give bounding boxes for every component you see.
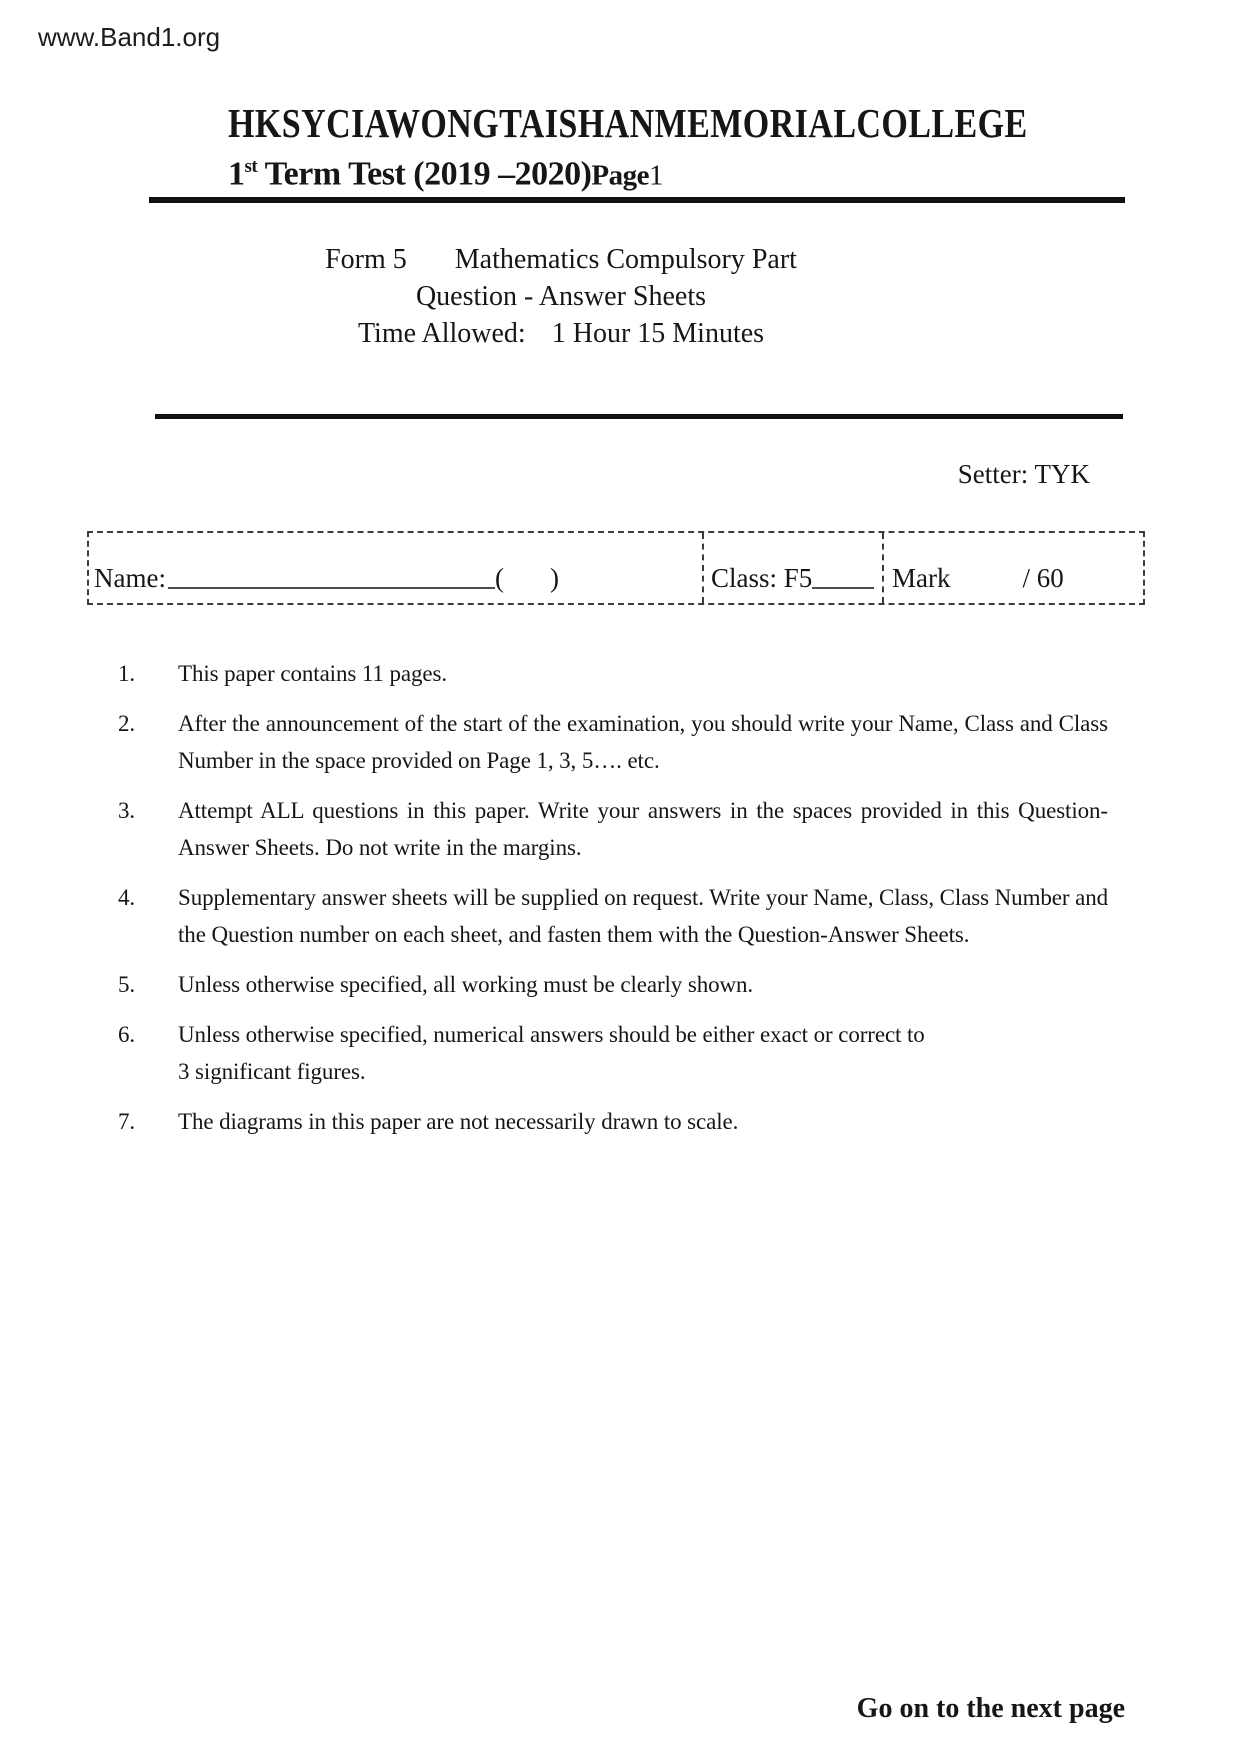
footer-next-page: Go on to the next page: [856, 1693, 1125, 1724]
time-allowed-value: 1 Hour 15 Minutes: [551, 318, 765, 349]
instruction-item: [118, 1016, 1108, 1090]
instruction-number: 6.: [118, 1022, 136, 1047]
mark-cell: [882, 533, 1143, 603]
class-number-paren-close: ): [550, 563, 559, 593]
instruction-text: The diagrams in this paper are not necessarily drawn to scale.: [178, 1109, 739, 1134]
class-write-line: [812, 585, 874, 589]
instructions-list: [118, 655, 1108, 1153]
instruction-number: 7.: [118, 1109, 136, 1134]
form-subject-line: [0, 241, 1122, 278]
class-number-paren-open: (: [495, 563, 504, 593]
class-cell: [702, 533, 882, 603]
instruction-item: [118, 1103, 1108, 1140]
instruction-text: Unless otherwise specified, numerical answers should be either exact or correct to 3 significant figures.: [178, 1022, 925, 1084]
instruction-item: [118, 655, 1108, 692]
exam-info-block: [0, 241, 1122, 352]
page-word: Page: [591, 159, 650, 192]
instruction-item: [118, 792, 1108, 866]
instruction-number: 5.: [118, 972, 136, 997]
mark-total: / 60: [1022, 563, 1064, 593]
instruction-text: Supplementary answer sheets will be supplied on request. Write your Name, Class, Class Number and the Question number on each sheet, and fasten them with the Question-Answer Sheets.: [178, 885, 1108, 947]
instruction-number: 1.: [118, 661, 136, 686]
subject-label: Mathematics Compulsory Part: [454, 244, 797, 275]
test-title: [228, 146, 1191, 196]
instruction-item: [118, 879, 1108, 953]
instruction-text: Unless otherwise specified, all working must be clearly shown.: [178, 972, 754, 997]
school-name: HKSYCIAWONGTAISHANMEMORIALCOLLEGE: [228, 100, 1028, 146]
header-rule: [149, 197, 1125, 203]
instruction-text: This paper contains 11 pages.: [178, 661, 447, 686]
name-write-line: [168, 585, 495, 589]
instruction-number: 2.: [118, 711, 136, 736]
instruction-text: Attempt ALL questions in this paper. Write your answers in the spaces provided in this Question- Answer Sheets. Do not write in the margins.: [178, 798, 1108, 860]
watermark: www.Band1.org: [38, 22, 221, 52]
term-number: 1: [228, 155, 245, 193]
candidate-info-box: [87, 531, 1145, 605]
instruction-number: 4.: [118, 885, 136, 910]
term-ordinal-suffix: st: [244, 156, 258, 177]
term-title-rest: Term Test (2019 –2020): [257, 155, 592, 193]
class-label: Class: F5: [711, 563, 813, 593]
form-label: Form 5: [325, 244, 407, 275]
sheet-type-line: Question - Answer Sheets: [415, 281, 707, 312]
setter-label: Setter: TYK: [957, 459, 1090, 489]
title-block: [228, 100, 1191, 196]
name-cell: [89, 533, 702, 603]
name-label: Name:: [94, 563, 166, 593]
instruction-text: After the announcement of the start of the examination, you should write your Name, Class and Class Number in the space provided on Page 1, 3, 5…. etc.: [178, 711, 1108, 773]
mark-label: Mark: [892, 563, 951, 593]
time-allowed-line: [0, 315, 1122, 352]
time-allowed-label: Time Allowed:: [357, 318, 526, 349]
divider-rule: [155, 414, 1123, 419]
instruction-item: [118, 705, 1108, 779]
instruction-item: [118, 966, 1108, 1003]
instruction-number: 3.: [118, 798, 136, 823]
page-number: 1: [649, 159, 664, 192]
